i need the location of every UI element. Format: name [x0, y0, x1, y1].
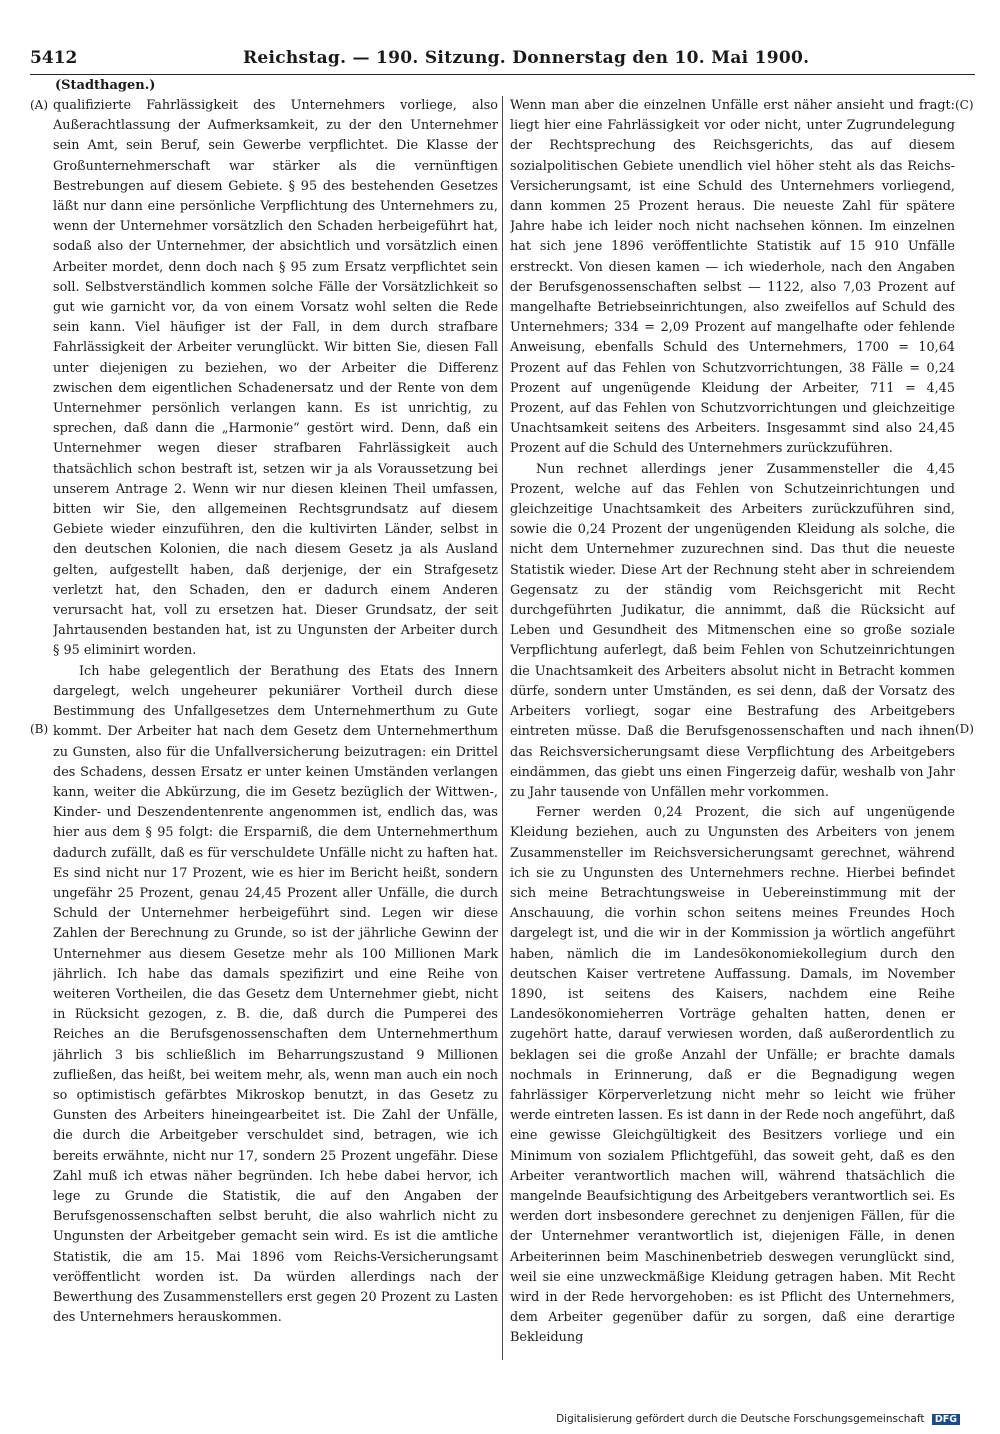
margin-marker-a: (A): [30, 98, 49, 112]
paragraph: Ich habe gelegentlich der Berathung des Etats des Innern dargelegt, welch ungeheurer pekuniärer Vortheil durch diese Bestimmung des Unfallgesetzes dem Unternehmerthum zu Gute kommt. Der Arbeiter hat nach dem Gesetz dem Unternehmerthum zu Gunsten, also für die Unfallversicherung beizutragen: ein Drittel des Schadens, dessen Ersatz er unter keinen Umständen verlangen kann, weiter die Abkürzung, die im Gesetz bezüglich der Wittwen-, Kinder- und Deszendentenrente angenommen ist, endlich das, was hier aus dem § 95 folgt: die Ersparniß, die dem Unternehmerthum dadurch zufällt, daß es für verschuldete Unfälle nicht zu haften hat. Es sind nicht nur 17 Prozent, wie es hier im Bericht heißt, sondern ungefähr 25 Prozent, genau 24,45 Prozent aller Unfälle, die durch Schuld der Unternehmer herbeigeführt sind. Legen wir diese Zahlen der Berechnung zu Grunde, so ist der jährliche Gewinn der Unternehmer aus diesem Gesetze mehr als 100 Millionen Mark jährlich. Ich habe das damals spezifizirt und eine Reihe von weiteren Vortheilen, die das Gesetz dem Unternehmer giebt, nicht in Rücksicht gezogen, z. B. die, daß durch die Pumperei des Reiches an die Berufsgenossenschaften dem Unternehmerthum jährlich 3 bis schließlich im Beharrungszustand 9 Millionen zufließen, das heißt, bei weitem mehr, als, wenn man auch ein noch so optimistisch gefärbtes Mikroskop benutzt, in das Gesetz zu Gunsten des Arbeiters hineingearbeitet ist. Die Zahl der Unfälle, die durch die Arbeitgeber verschuldet sind, betragen, wie ich bereits erwähnte, nicht nur 17, sondern 25 Prozent ungefähr. Diese Zahl muß ich etwas näher begründen. Ich hebe dabei hervor, ich lege zu Grunde die Statistik, die auf den Angaben der Berufsgenossenschaften selbst beruht, die also wahrlich nicht zu Ungunsten der Arbeitgeber gemacht sein wird. Es ist die amtliche Statistik, die am 15. Mai 1896 vom Reichs-Versicherungsamt veröffentlicht worden ist. Da würden allerdings nach der Bewerthung des Zusammenstellers erst gegen 20 Prozent zu Lasten des Unternehmers herauskommen.: [53, 663, 498, 1326]
left-column: [53, 96, 498, 1364]
right-column: [510, 96, 955, 1364]
margin-marker-b: (B): [30, 722, 49, 736]
digitization-footer: [556, 1413, 960, 1425]
paragraph: Ferner werden 0,24 Prozent, die sich auf ungenügende Kleidung beziehen, auch zu Ungunsten des Arbeiters von jenem Zusammensteller im Reichsversicherungsamt gerechnet, während ich sie zu Ungunsten des Unternehmers rechne. Hierbei befindet sich meine Betrachtungsweise in Uebereinstimmung mit der Anschauung, die vorhin schon seitens meines Freundes Hoch dargelegt ist, und die wir in der Kommission ja wörtlich angeführt haben, nämlich die im Landesökonomiekollegium durch den deutschen Kaiser vertretene Auffassung. Damals, im November 1890, ist seitens des Kaisers, nachdem eine Reihe Landesökonomieherren Vorträge gehalten hatten, denen er zugehört hatte, darauf verwiesen worden, daß außerordentlich zu beklagen sei die große Anzahl der Unfälle; er brachte damals nochmals in Erinnerung, daß er die Begnadigung wegen fahrlässiger Körperverletzung nicht mehr so leicht wie früher werde eintreten lassen. Es ist dann in der Rede noch angeführt, daß eine gewisse Gleichgültigkeit des Besitzers vorliege und ein Minimum von sozialem Pflichtgefühl, das soweit geht, daß es den Arbeiter verantwortlich machen will, während thatsächlich die mangelnde Beaufsichtigung des Arbeitgebers verantwortlich sei. Es werden dort insbesondere gerechnet zu denjenigen Fällen, für die der Unternehmer verantwortlich ist, diejenigen Fälle, in denen Arbeiterinnen beim Maschinenbetrieb deswegen verunglückt sind, weil sie eine unzweckmäßige Kleidung getragen haben. Mit Recht wird in der Rede hervorgehoben: es ist Pflicht des Unternehmers, dem Arbeiter gegenüber dafür zu sorgen, daß eine derartige Bekleidung: [510, 805, 955, 1346]
running-head: Reichstag. — 190. Sitzung. Donnerstag den 10. Mai 1900.: [242, 48, 810, 68]
speaker-name: (Stadthagen.): [55, 78, 156, 93]
header-rule: [30, 74, 975, 75]
paragraph: Nun rechnet allerdings jener Zusammensteller die 4,45 Prozent, welche auf das Fehlen von Schutzeinrichtungen und gleichzeitige Unachtsamkeit des Arbeiters zurückzuführen sind, sowie die 0,24 Prozent der ungenügenden Kleidung als solche, die nicht dem Unternehmer zuzurechnen sind. Das thut die neueste Statistik wieder. Diese Art der Rechnung steht aber in schreiendem Gegensatz zu der ständig vom Reichsgericht mit Recht durchgeführten Judikatur, die annimmt, daß die Rücksicht auf Leben und Gesundheit des Mitmenschen eine so große soziale Verpflichtung auferlegt, daß beim Fehlen von Schutzeinrichtungen die Unachtsamkeit des Arbeiters absolut nicht in Betracht kommen dürfe, sondern unter Umständen, es sei denn, daß der Vorsatz des Arbeiters vorliegt, sogar eine Bestrafung des Arbeitgebers eintreten müsse. Daß die Berufsgenossenschaften und nach ihnen das Reichsversicherungsamt diese Verpflichtung des Arbeitgebers eindämmen, das giebt uns einen Fingerzeig dafür, weshalb von Jahr zu Jahr tausende von Unfällen mehr vorkommen.: [510, 461, 955, 800]
column-divider: [502, 96, 503, 1360]
margin-marker-c: (C): [955, 98, 974, 112]
paragraph: Wenn man aber die einzelnen Unfälle erst näher ansieht und fragt: liegt hier eine Fahrlässigkeit vor oder nicht, unter Zugrundelegung der Rechtsprechung des Reichsgerichts, das auf diesem sozialpolitischen Gebiete unendlich viel höher steht als das Reichs-Versicherungsamt, ist eine Schuld des Unternehmers vorliegend, dann kommen 25 Prozent heraus. Die neueste Zahl für spätere Jahre habe ich leider noch nicht nachsehen können. Im einzelnen hat sich jene 1896 veröffentlichte Statistik auf 15 910 Unfälle erstreckt. Von diesen kamen — ich wiederhole, nach den Angaben der Berufsgenossenschaften selbst — 1122, also 7,03 Prozent auf mangelhafte Betriebseinrichtungen, also zweifellos auf Schuld des Unternehmers; 334 = 2,09 Prozent auf mangelhafte oder fehlende Anweisung, ebenfalls Schuld des Unternehmers, 1700 = 10,64 Prozent auf das Fehlen von Schutzvorrichtungen, 38 Fälle = 0,24 Prozent auf ungenügende Kleidung der Arbeiter, 711 = 4,45 Prozent, auf das Fehlen von Schutzvorrichtungen und gleichzeitige Unachtsamkeit seitens des Arbeiters. Insgesammt sind also 24,45 Prozent auf die Schuld des Unternehmers zurückzuführen.: [510, 98, 955, 457]
page-number: 5412: [30, 48, 78, 68]
footer-text: Digitalisierung gefördert durch die Deutsche Forschungsgemeinschaft: [556, 1413, 925, 1425]
dfg-logo: DFG: [932, 1414, 960, 1425]
paragraph: qualifizierte Fahrlässigkeit des Unternehmers vorliege, also Außerachtlassung der Aufmerksamkeit, zu der den Unternehmer sein Amt, sein Beruf, sein Gewerbe verpflichtet. Die Klasse der Großunternehmerschaft war stärker als die vernünftigen Bestrebungen auf diesem Gebiete. § 95 des bestehenden Gesetzes läßt nur dann eine persönliche Verpflichtung des Unternehmers zu, wenn der Unternehmer vorsätzlich den Schaden herbeigeführt hat, sodaß also der Unternehmer, der absichtlich und vorsätzlich einen Arbeiter mordet, denn doch nach § 95 zum Ersatz verpflichtet sein soll. Selbstverständlich kommen solche Fälle der Vorsätzlichkeit so gut wie garnicht vor, da von einem Vorsatz wohl selten die Rede sein kann. Viel häufiger ist der Fall, in dem durch strafbare Fahrlässigkeit der Arbeiter verunglückt. Wir bitten Sie, diesen Fall unter diejenigen zu beziehen, wo der Arbeiter die Differenz zwischen dem eigentlichen Schadenersatz und der Rente von dem Unternehmer persönlich verlangen kann. Es ist unrichtig, zu sprechen, daß dann die „Harmonie“ gestört wird. Denn, daß ein Unternehmer wegen dieser strafbaren Fahrlässigkeit auch thatsächlich schon bestraft ist, setzen wir ja als Voraussetzung bei unserem Antrage 2. Wenn wir nur diesen kleinen Theil umfassen, bitten wir Sie, den allgemeinen Rechtsgrundsatz auf diesem Gebiete wieder einzuführen, den die kultivirten Länder, selbst in den deutschen Kolonien, die nach diesem Gesetz ja als Ausland gelten, aufgestellt haben, daß derjenige, der ein Strafgesetz verletzt hat, den Schaden, den er dadurch einem Anderen verursacht hat, voll zu ersetzen hat. Dieser Grundsatz, der seit Jahrtausenden bestanden hat, ist zu Ungunsten der Arbeiter durch § 95 eliminirt worden.: [53, 98, 498, 659]
margin-marker-d: (D): [955, 722, 974, 736]
